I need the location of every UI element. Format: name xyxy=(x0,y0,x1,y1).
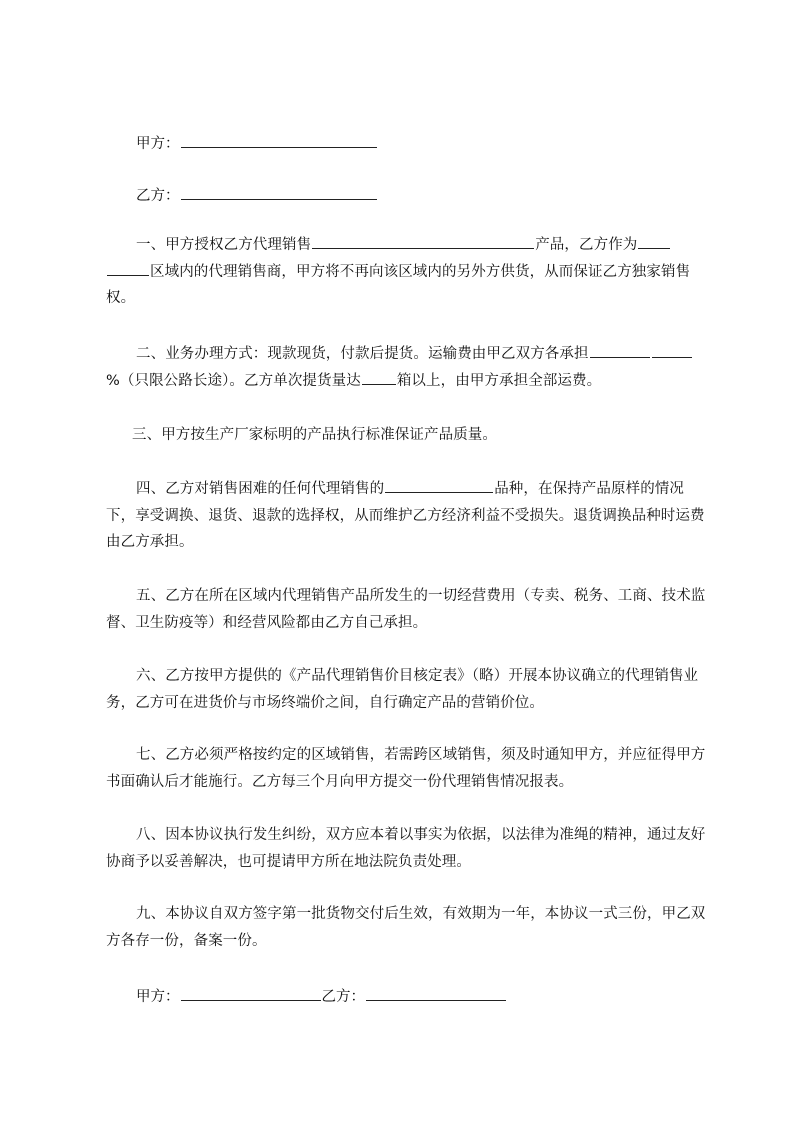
clause-3 xyxy=(106,422,706,449)
region-blank-end[interactable] xyxy=(107,261,149,276)
freight-share-blank-start[interactable] xyxy=(590,343,650,358)
signature-party-b-blank[interactable] xyxy=(366,986,506,1001)
clause-text: 乙方必须严格按约定的区域销售，若需跨区域销售，须及时通知甲方，并应征得甲方书面确认后才能施行。乙方每三个月向甲方提交一份代理销售情况报表。 xyxy=(106,747,706,790)
clause-number: 三、 xyxy=(132,427,162,443)
clause-number: 七、 xyxy=(136,747,166,763)
clause-text: 因本协议执行发生纠纷，双方应本着以事实为依据，以法律为准绳的精神，通过友好协商予以妥善解决，也可提请甲方所在地法院负责处理。 xyxy=(106,827,706,870)
clause-7 xyxy=(106,742,706,795)
clause-5 xyxy=(106,583,706,636)
clause-2 xyxy=(106,341,706,394)
clause-4 xyxy=(106,476,706,556)
clause-number: 五、 xyxy=(136,588,166,604)
party-a-header xyxy=(136,133,378,154)
party-b-blank[interactable] xyxy=(181,185,377,200)
clause-text: 业务办理方式：现款现货，付款后提货。运输费由甲乙双方各承担 xyxy=(165,346,589,362)
clause-text: 乙方按甲方提供的《产品代理销售价目核定表》（略）开展本协议确立的代理销售业务，乙方可在进货价与市场终端价之间，自行确定产品的营销价位。 xyxy=(106,668,699,711)
party-b-label: 乙方： xyxy=(136,188,180,204)
clause-number: 一、 xyxy=(136,237,166,253)
clause-number: 六、 xyxy=(136,668,166,684)
party-b-header xyxy=(136,185,378,206)
clause-text: 乙方在所在区域内代理销售产品所发生的一切经营费用（专卖、税务、工商、技术监督、卫生防疫等）和经营风险都由乙方自己承担。 xyxy=(106,588,706,631)
clause-text: 乙方对销售困难的任何代理销售的 xyxy=(165,481,385,497)
freight-share-blank-end[interactable] xyxy=(652,343,692,358)
clause-text: 甲方按生产厂家标明的产品执行标准保证产品质量。 xyxy=(161,427,498,443)
clause-text: 箱以上，由甲方承担全部运费。 xyxy=(396,372,602,389)
clause-text: 本协议自双方签字第一批货物交付后生效，有效期为一年，本协议一式三份，甲乙双方各存一份，备案一份。 xyxy=(106,906,706,949)
clause-text: 区域内的代理销售商，甲方将不再向该区域内的另外方供货，从而保证乙方独家销售权。 xyxy=(106,263,691,306)
clause-9 xyxy=(106,901,706,954)
signature-party-b-label: 乙方： xyxy=(321,989,365,1005)
clause-text: 甲方授权乙方代理销售 xyxy=(165,237,312,253)
signature-party-a-blank[interactable] xyxy=(181,986,321,1001)
clause-number: 二、 xyxy=(136,346,166,362)
region-blank-start[interactable] xyxy=(638,234,670,249)
clause-number: 九、 xyxy=(136,906,166,922)
clause-number: 四、 xyxy=(136,481,166,497)
clause-1 xyxy=(106,232,706,312)
party-a-blank[interactable] xyxy=(181,133,377,148)
clause-6 xyxy=(106,663,706,716)
clause-text: %（只限公路长途）。乙方单次提货量达 xyxy=(106,372,361,389)
product-variety-blank[interactable] xyxy=(385,478,493,493)
clause-text: 品种，在保持产品原样的情况下，享受调换、退货、退款的选择权，从而维护乙方经济利益不受损失。退货调换品种时运费由乙方承担。 xyxy=(106,481,705,550)
clause-text: 产品，乙方作为 xyxy=(535,237,638,253)
product-blank[interactable] xyxy=(312,234,534,249)
clause-8 xyxy=(106,822,706,875)
signature-line xyxy=(136,986,507,1007)
box-count-blank[interactable] xyxy=(362,370,396,385)
party-a-label: 甲方： xyxy=(136,136,180,152)
signature-party-a-label: 甲方： xyxy=(136,989,180,1005)
clause-number: 八、 xyxy=(136,827,166,843)
